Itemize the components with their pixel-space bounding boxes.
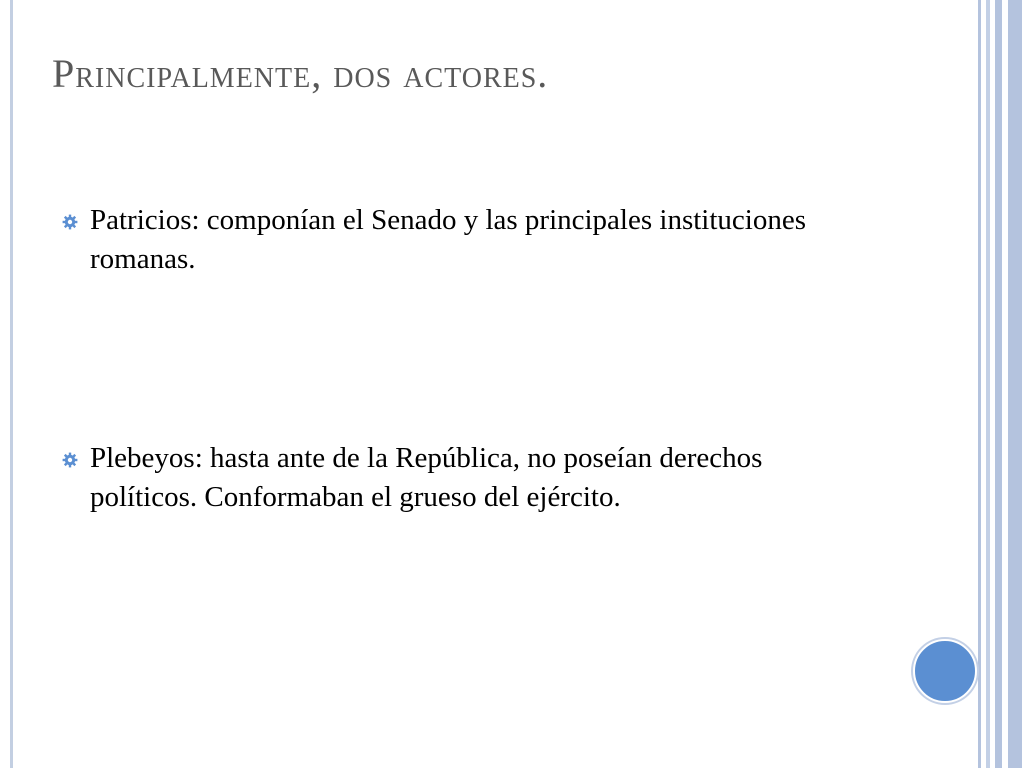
- right-frame-stripe: [986, 0, 990, 768]
- right-frame-stripe: [978, 0, 981, 768]
- bullet-text: Plebeyos: hasta ante de la República, no poseían derechos políticos. Conformaban el grueso del ejército.: [90, 442, 763, 513]
- bullet-text: Patricios: componían el Senado y las principales instituciones romanas.: [90, 204, 806, 275]
- bullet-item: [62, 201, 862, 279]
- right-frame-stripe: [995, 0, 1002, 768]
- decorative-circle: [913, 639, 977, 703]
- gear-bullet-icon: [62, 452, 78, 468]
- left-frame-line: [10, 0, 13, 768]
- slide-title: Principalmente, dos actores.: [52, 51, 549, 96]
- bullet-item: [62, 439, 862, 517]
- right-frame-stripe: [1008, 0, 1022, 768]
- gear-bullet-icon: [62, 214, 78, 230]
